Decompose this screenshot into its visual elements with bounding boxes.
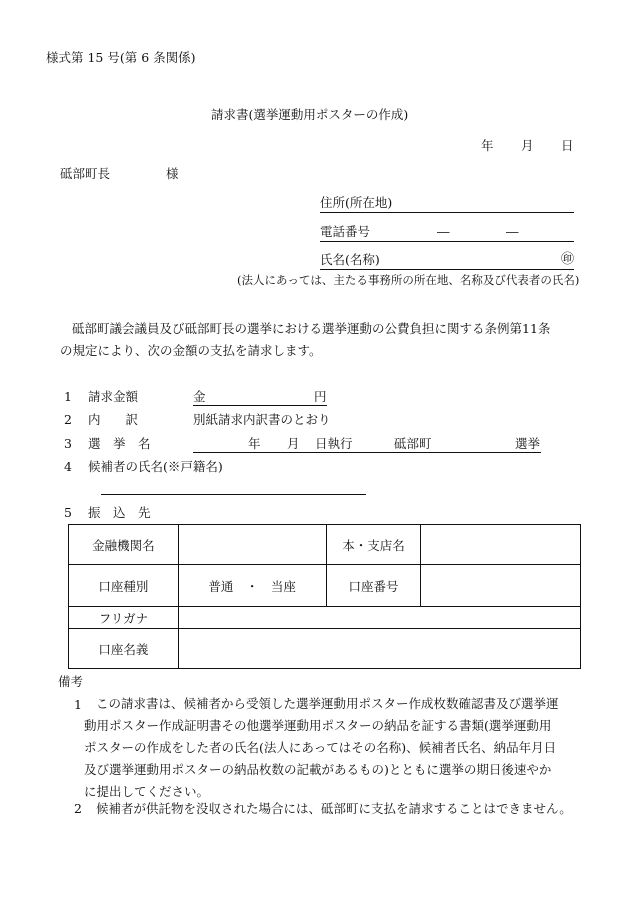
date-month: 月: [521, 138, 534, 153]
remark-number-1: 1: [74, 697, 82, 712]
name-label: 氏名(名称): [320, 252, 380, 267]
election-type: 選挙: [515, 436, 541, 451]
bank-institution-cell: [178, 525, 326, 565]
furigana-label: フリガナ: [69, 607, 179, 629]
election-month: 月: [287, 436, 300, 451]
item-number-3: 3: [64, 436, 72, 451]
document-title: 請求書(選挙運動用ポスターの作成): [211, 107, 409, 122]
account-number-cell: [421, 565, 581, 607]
remark-number-2: 2: [74, 801, 82, 816]
name-line: [320, 269, 574, 270]
recipient-mayor: 砥部町長: [60, 166, 111, 181]
phone-separator-1: ―: [437, 224, 450, 239]
intro-line-1: 砥部町議会議員及び砥部町長の選挙における選挙運動の公費負担に関する条例第11条: [72, 321, 551, 336]
date-year: 年: [481, 138, 494, 153]
remark-2: 候補者が供託物を没収された場合には、砥部町に支払を請求することはできません。: [96, 801, 572, 816]
account-holder-label: 口座名義: [69, 629, 179, 669]
date-day: 日: [561, 138, 574, 153]
item-number-5: 5: [64, 505, 72, 520]
recipient-honorific: 様: [166, 166, 179, 181]
amount-prefix: 金: [193, 389, 206, 404]
item-label-election: 選 挙 名: [88, 436, 151, 451]
remark-1-line-3: ポスターの作成をした者の氏名(法人にあってはその名称)、候補者氏名、納品年月日: [84, 740, 557, 755]
intro-line-2: の規定により、次の金額の支払を請求します。: [60, 343, 322, 358]
remark-1-line-1: この請求書は、候補者から受領した選挙運動用ポスター作成枚数確認書及び選挙運: [96, 696, 559, 711]
remark-1: [84, 693, 616, 803]
furigana-cell: [178, 607, 580, 629]
item-label-candidate: 候補者の氏名(※戸籍名): [88, 459, 223, 474]
account-type-label: 口座種別: [69, 565, 179, 607]
election-year: 年: [248, 436, 261, 451]
candidate-name-line: [101, 494, 366, 495]
address-line: [320, 212, 574, 213]
bank-institution-label: 金融機関名: [69, 525, 179, 565]
remarks-heading: 備考: [58, 674, 84, 689]
form-number: 様式第 15 号(第 6 条関係): [46, 50, 196, 65]
item-number-2: 2: [64, 412, 72, 427]
corporation-note: (法人にあっては、主たる事務所の所在地、名称及び代表者の氏名): [237, 273, 580, 287]
address-label: 住所(所在地): [320, 195, 393, 210]
remark-1-line-2: 動用ポスター作成証明書その他選挙運動用ポスターの納品を証する書類(選挙運動用: [84, 718, 552, 733]
bank-branch-label: 本・支店名: [326, 525, 421, 565]
breakdown-detail: 別紙請求内訳書のとおり: [193, 412, 331, 427]
bank-branch-cell: [421, 525, 581, 565]
item-number-1: 1: [64, 389, 72, 404]
account-number-label: 口座番号: [326, 565, 421, 607]
election-town: 砥部町: [394, 436, 432, 451]
bank-account-table: [68, 524, 581, 669]
remark-1-line-4: 及び選挙運動用ポスターの納品枚数の記載があるもの)とともに選挙の期日後速やか: [84, 762, 552, 777]
amount-line: [193, 405, 327, 406]
phone-separator-2: ―: [506, 224, 519, 239]
phone-line: [320, 241, 574, 242]
item-label-amount: 請求金額: [88, 389, 139, 404]
election-line: [193, 452, 541, 453]
item-label-transfer: 振 込 先: [88, 505, 151, 520]
phone-label: 電話番号: [320, 224, 371, 239]
item-label-breakdown: 内 訳: [88, 412, 139, 427]
election-day: 日執行: [315, 436, 353, 451]
remark-1-line-5: に提出してください。: [84, 784, 210, 799]
item-number-4: 4: [64, 459, 72, 474]
account-type-value: 普通 ・ 当座: [178, 565, 326, 607]
seal-mark: ㊞: [561, 252, 575, 267]
amount-unit: 円: [314, 389, 327, 404]
account-holder-cell: [178, 629, 580, 669]
